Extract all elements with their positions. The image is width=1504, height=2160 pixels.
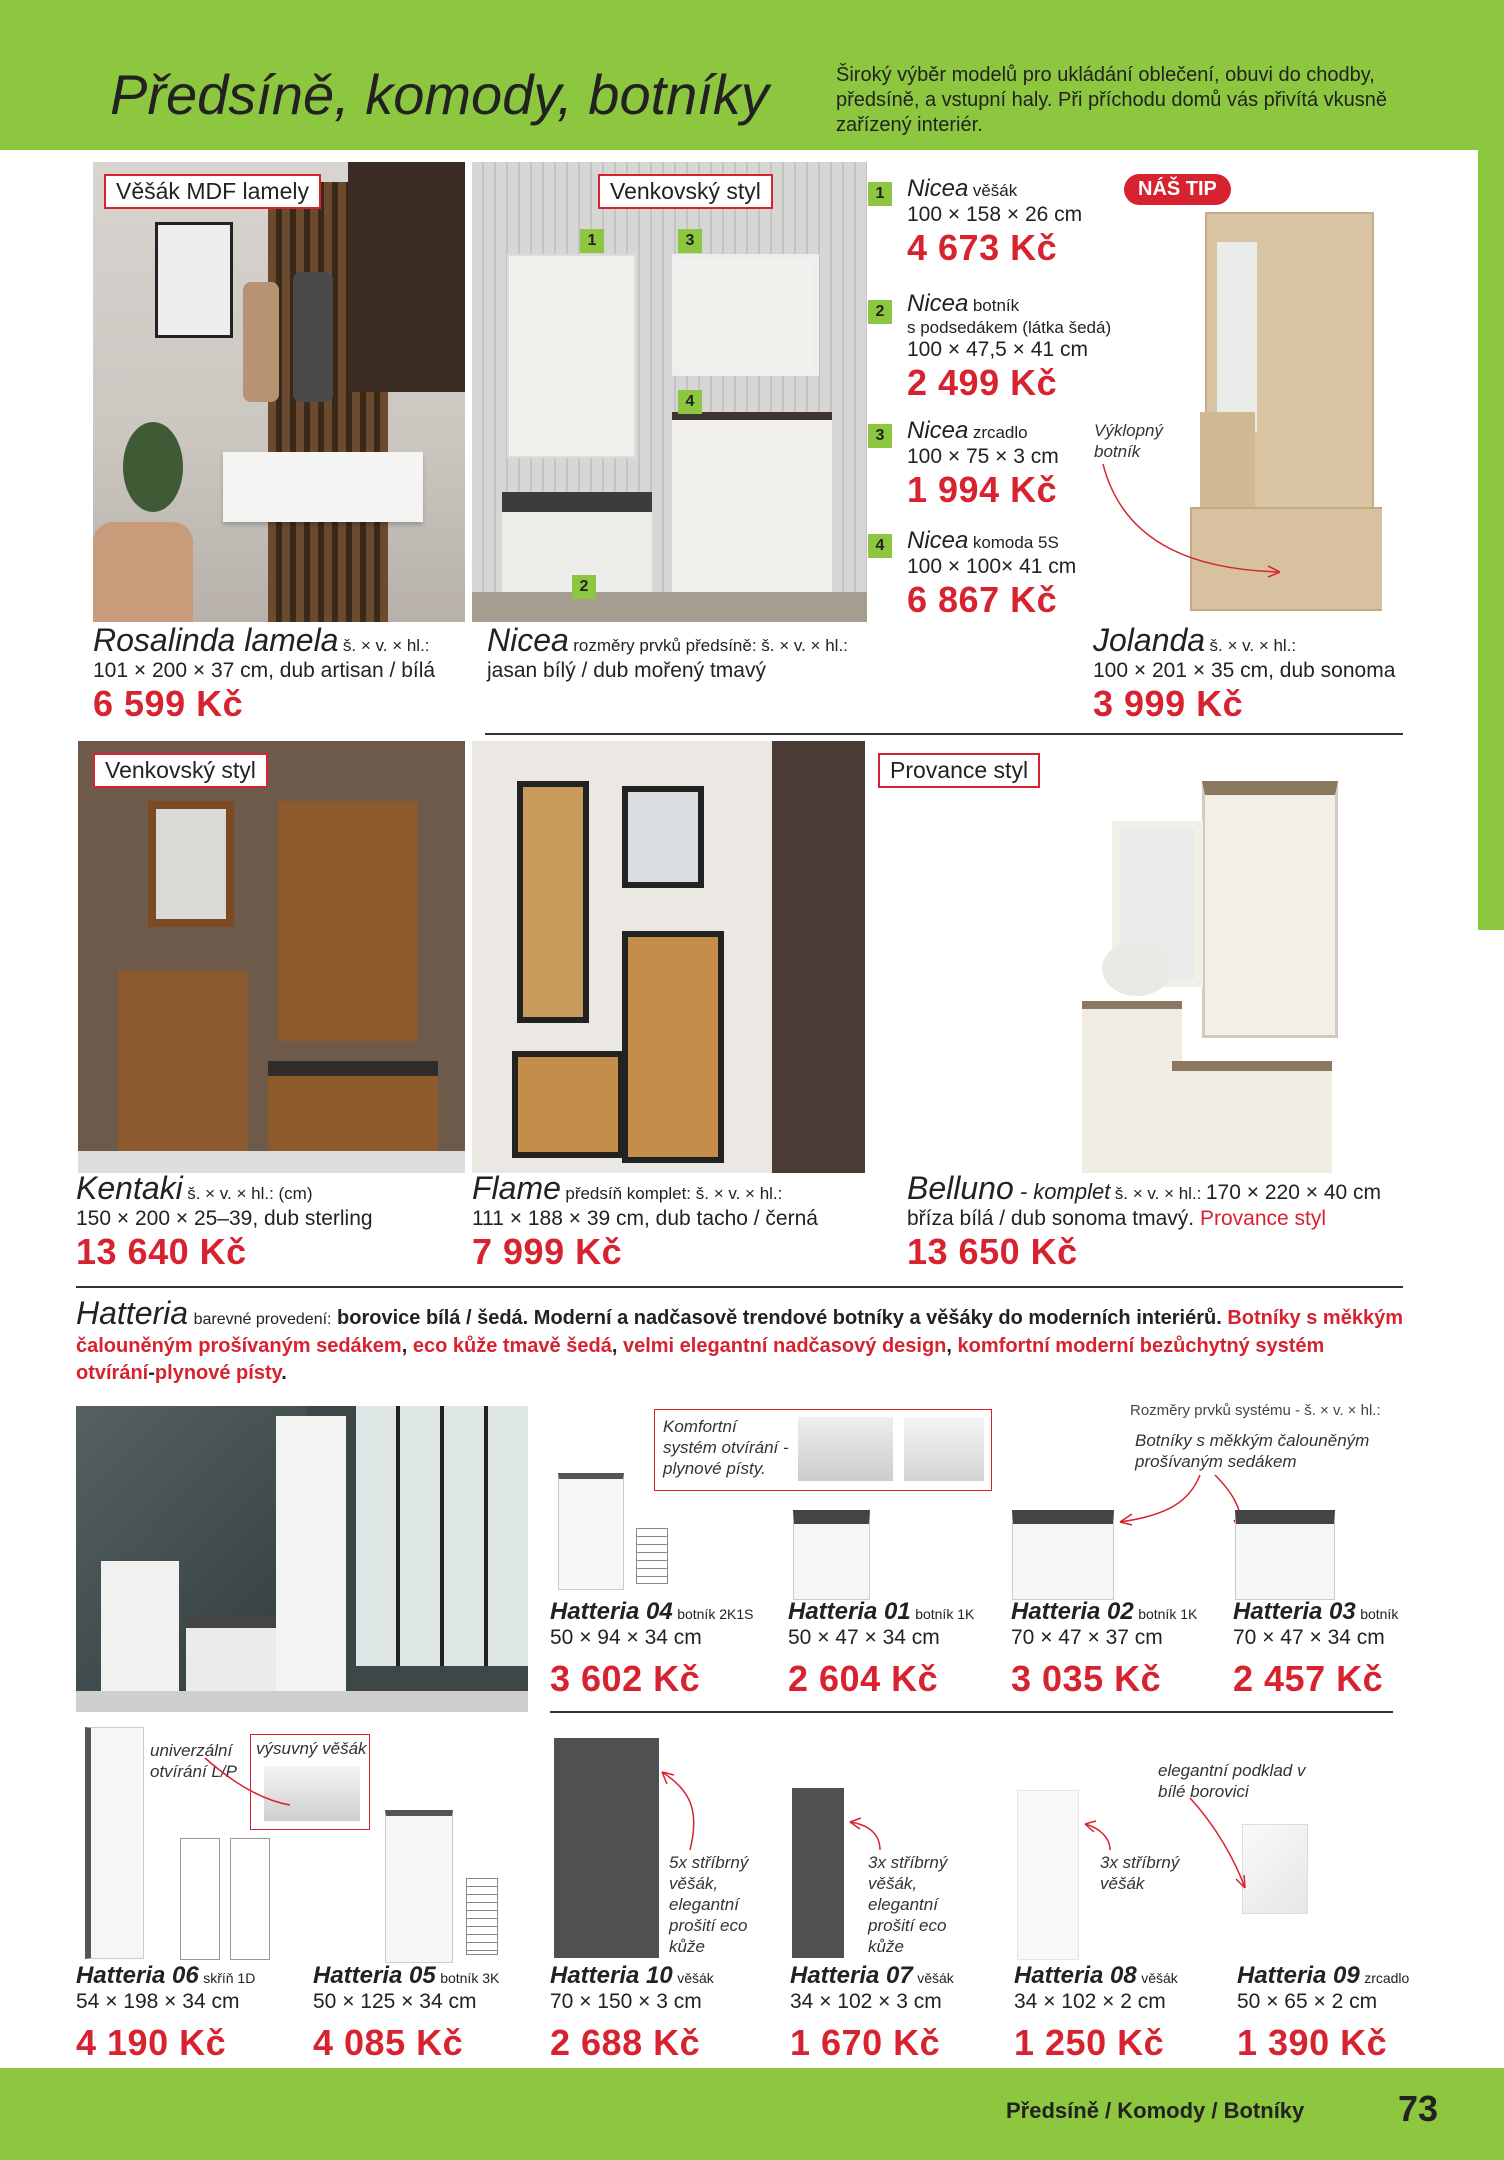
product-name: Flame [472,1170,561,1206]
belluno-panel [1202,781,1338,1038]
kentaki-hanger [278,801,418,1041]
rosalinda-photo [93,162,465,622]
belluno-caption [907,1170,1427,1273]
dims-label: š. × v. × hl.: [1114,1184,1202,1203]
period: . [281,1362,287,1384]
product-price: 1 670 Kč [790,2022,941,2063]
product-type: botník 3K [440,1970,500,1986]
product-name: Kentaki [76,1170,183,1206]
row1-divider [485,733,1403,735]
product-name: Hatteria 08 [1014,1962,1137,1989]
coat [293,272,333,402]
h07-note: 3x stříbrný věšák, elegantní prošití eco kůže [868,1853,948,1956]
item-type: zrcadlo [972,423,1028,442]
product-dims: 50 × 65 × 2 cm [1237,1990,1378,2013]
product-type: botník 2K1S [677,1606,754,1622]
nicea-badge-1: 1 [580,229,604,253]
product-name: Belluno [907,1170,1014,1206]
separator: - [148,1362,155,1384]
rosalinda-tag: Věšák MDF lamely [104,174,321,209]
product-price: 3 999 Kč [1093,683,1244,724]
product-name: Hatteria 04 [550,1598,673,1625]
jolanda-note: Výklopný botník [1094,421,1163,461]
product-price: 7 999 Kč [472,1231,623,1272]
nicea-tag: Venkovský styl [598,174,773,209]
item-name: Nicea [907,417,969,444]
product-name: Nicea [487,622,569,658]
product-name: Hatteria 03 [1233,1598,1356,1625]
product-type: věšák [917,1970,954,1986]
feature-3: velmi elegantní nadčasový design [622,1335,947,1357]
product-name: Rosalinda lamela [93,622,339,658]
product-name: Hatteria 05 [313,1962,436,1989]
product-dims: 54 × 198 × 34 cm [76,1990,240,2013]
hatteria-04-open-drawing [636,1528,668,1584]
product-price: 4 085 Kč [313,2022,464,2063]
product-name: Hatteria 06 [76,1962,199,1989]
hatteria-10 [550,1962,714,2064]
product-spec: 100 × 201 × 35 cm, dub sonoma [1093,659,1396,682]
belluno-tag: Provance styl [878,753,1040,788]
nicea-hanger [507,254,636,458]
nicea-chest [672,412,832,600]
nicea-item [868,290,1138,417]
nicea-floor [472,592,867,622]
product-type: věšák [1141,1970,1178,1986]
product-dims: 50 × 47 × 34 cm [788,1626,940,1649]
white-shelf [223,452,423,522]
h08-note: 3x stříbrný věšák [1100,1853,1180,1893]
dark-cabinet [348,162,465,392]
hatteria-desc: Moderní a nadčasově trendové botníky a věšáky do moderních interiérů. [533,1307,1222,1329]
product-spec: 150 × 200 × 25–39, dub sterling [76,1207,373,1230]
product-name: Hatteria 01 [788,1598,911,1625]
item-type: komoda 5S [972,533,1059,552]
item-price: 2 499 Kč [907,362,1058,403]
product-price: 2 604 Kč [788,1658,939,1699]
hatteria-03-drawing [1235,1510,1335,1600]
feature-5: plynové písty [154,1362,282,1384]
product-name: Hatteria 07 [790,1962,913,1989]
product-price: 6 599 Kč [93,683,244,724]
comfort-photo-2 [904,1417,984,1481]
item-type: věšák [972,181,1018,200]
item-number: 2 [868,300,892,324]
hatteria-03 [1233,1598,1398,1700]
hatteria-01-drawing [793,1510,870,1600]
hatteria-05 [313,1962,499,2064]
product-name: Hatteria 10 [550,1962,673,1989]
feature-2: eco kůže tmavě šedá [412,1335,612,1357]
product-price: 2 688 Kč [550,2022,701,2063]
room-shoe-cabinet [101,1561,179,1701]
rosalinda-caption [93,622,473,725]
dims-label: š. × v. × hl.: (cm) [187,1184,313,1203]
nicea-badge-4: 4 [678,390,702,414]
product-price: 1 250 Kč [1014,2022,1165,2063]
flame-caption [472,1170,892,1273]
color-label: barevné provedení: [193,1311,332,1328]
item-number: 4 [868,534,892,558]
nicea-item [868,175,1138,290]
item-number: 1 [868,182,892,206]
nicea-photo [472,162,867,622]
row-a-divider [550,1711,1393,1713]
product-price: 3 602 Kč [550,1658,701,1699]
product-type: skříň 1D [203,1970,256,1986]
hatteria-row-a [550,1598,1410,1708]
room-bench [186,1616,276,1698]
dims-label: š. × v. × hl.: [342,636,430,655]
hatteria-name: Hatteria [76,1295,189,1331]
hatteria-09 [1237,1962,1409,2064]
product-dims: 70 × 47 × 34 cm [1233,1626,1385,1649]
nicea-mirror [672,254,819,376]
item-dims: 100 × 158 × 26 cm [907,203,1083,226]
item-name: Nicea [907,175,969,202]
hatteria-02 [1011,1598,1197,1700]
chair [93,522,193,622]
product-type: botník 1K [1138,1606,1198,1622]
intro-text: Široký výběr modelů pro ukládání oblečení, obuvi do chodby, předsíně, a vstupní haly. Při příchodu domů vás přivítá vkusně zařízený interiér. [836,64,1388,136]
item-dims: 100 × 47,5 × 41 cm [907,338,1088,361]
jolanda-arrow [1095,460,1295,580]
seat-note: Botníky s měkkým čalouněným prošívaným sedákem [1135,1431,1370,1471]
hatteria-01 [788,1598,974,1700]
product-dims: 50 × 125 × 34 cm [313,1990,477,2013]
product-dims: 50 × 94 × 34 cm [550,1626,702,1649]
belluno-cabinet [1082,1001,1182,1173]
hatteria-04-drawing [558,1473,624,1590]
kentaki-photo [78,741,465,1173]
separator: , [611,1335,618,1357]
product-name: Hatteria 09 [1237,1962,1360,1989]
univ-note: univerzální otvírání L/P [150,1741,237,1781]
item-name: Nicea [907,527,969,554]
product-price: 4 190 Kč [76,2022,227,2063]
hatteria-06 [76,1962,255,2064]
plant [123,422,183,512]
product-dims: 70 × 47 × 37 cm [1011,1626,1163,1649]
belluno-photo [872,741,1404,1173]
separator: , [946,1335,952,1357]
product-dims: 70 × 150 × 3 cm [550,1990,702,2013]
item-dims: 100 × 100× 41 cm [907,555,1077,578]
kentaki-tag: Venkovský styl [93,753,268,788]
product-spec: 101 × 200 × 37 cm, dub artisan / bílá [93,659,436,682]
kentaki-caption [76,1170,476,1273]
comfort-note: Komfortní systém otvírání - plynové písty. [663,1417,789,1478]
product-name-suffix: - komplet [1013,1179,1111,1204]
item-price: 4 673 Kč [907,227,1058,268]
product-type: botník [1360,1606,1399,1622]
item-price: 1 994 Kč [907,469,1058,510]
product-dims: 170 × 220 × 40 cm [1205,1181,1382,1204]
nicea-badge-3: 3 [678,229,702,253]
page-number: 73 [1398,2088,1439,2129]
comfort-photo-1 [798,1417,893,1481]
item-sub: s podsedákem (látka šedá) [907,318,1112,337]
belluno-bench [1172,1061,1332,1173]
product-price: 13 640 Kč [76,1231,247,1272]
room-floor [76,1691,528,1712]
flame-door [772,741,865,1173]
nicea-caption [487,622,907,683]
hatteria-02-drawing [1012,1510,1114,1600]
hatteria-intro [76,1295,1406,1387]
hatteria-row-b [76,1962,1416,2072]
item-price: 6 867 Kč [907,579,1058,620]
product-type: zrcadlo [1364,1970,1410,1986]
product-dims: 34 × 102 × 2 cm [1014,1990,1166,2013]
coat-2 [243,282,279,402]
page-title: Předsíně, komody, botníky [110,63,769,126]
item-number: 3 [868,424,892,448]
product-spec: bříza bílá / dub sonoma tmavý. [907,1207,1195,1230]
nas-tip-badge: NÁŠ TIP [1124,174,1231,205]
flame-bench [512,1051,624,1158]
dims-note: Rozměry prvků systému - š. × v. × hl.: [1130,1402,1381,1419]
product-price: 2 457 Kč [1233,1658,1384,1699]
flame-hanger [517,781,589,1023]
h10-note: 5x stříbrný věšák, elegantní prošití eco kůže [669,1853,749,1956]
hatteria-08 [1014,1962,1178,2064]
wall-art [155,222,233,338]
dims-label: předsíň komplet: š. × v. × hl.: [565,1184,783,1203]
pull-note: výsuvný věšák [256,1739,367,1758]
product-dims: 34 × 102 × 3 cm [790,1990,942,2013]
product-spec: jasan bílý / dub mořený tmavý [487,659,766,682]
item-type: botník [972,296,1020,315]
product-type: botník 1K [915,1606,975,1622]
product-spec-style: Provance styl [1199,1207,1327,1230]
color-value: borovice bílá / šedá. [337,1307,529,1329]
footer-section: Předsíně / Komody / Botníky [1006,2098,1305,2123]
product-price: 1 390 Kč [1237,2022,1388,2063]
kentaki-mirror [148,801,234,927]
product-price: 3 035 Kč [1011,1658,1162,1699]
room-wardrobe [276,1416,346,1696]
product-type: věšák [677,1970,714,1986]
room-window [356,1406,528,1666]
side-green-bar [1478,150,1504,930]
product-name: Jolanda [1093,622,1206,658]
kentaki-cabinet [118,971,248,1151]
jolanda-mirror [1217,242,1257,432]
dims-label: rozměry prvků předsíně: š. × v. × hl.: [573,636,848,655]
flame-photo [472,741,865,1173]
feature-1: Botníky s měkkým čalouněným prošívaným sedákem [76,1307,1403,1357]
dims-label: š. × v. × hl.: [1209,636,1297,655]
belluno-flowers [1102,941,1172,996]
flame-tall-cabinet [622,931,724,1163]
product-name: Hatteria 02 [1011,1598,1134,1625]
item-dims: 100 × 75 × 3 cm [907,445,1059,468]
row2-divider [76,1286,1403,1288]
nicea-badge-2: 2 [572,575,596,599]
product-price: 13 650 Kč [907,1231,1078,1272]
row-b-arrows [0,1720,1504,1920]
feature-4: komfortní moderní bezůchytný systém otvírání [76,1335,1325,1384]
item-name: Nicea [907,290,969,317]
hatteria-04 [550,1598,753,1700]
separator: , [401,1335,408,1357]
jolanda-caption [1093,622,1473,725]
hatteria-room-photo [76,1406,528,1712]
hatteria-07 [790,1962,954,2064]
flame-mirror [622,786,704,888]
product-spec: 111 × 188 × 39 cm, dub tacho / černá [472,1207,818,1230]
h09-note: elegantní podklad v bílé borovici [1158,1761,1306,1801]
